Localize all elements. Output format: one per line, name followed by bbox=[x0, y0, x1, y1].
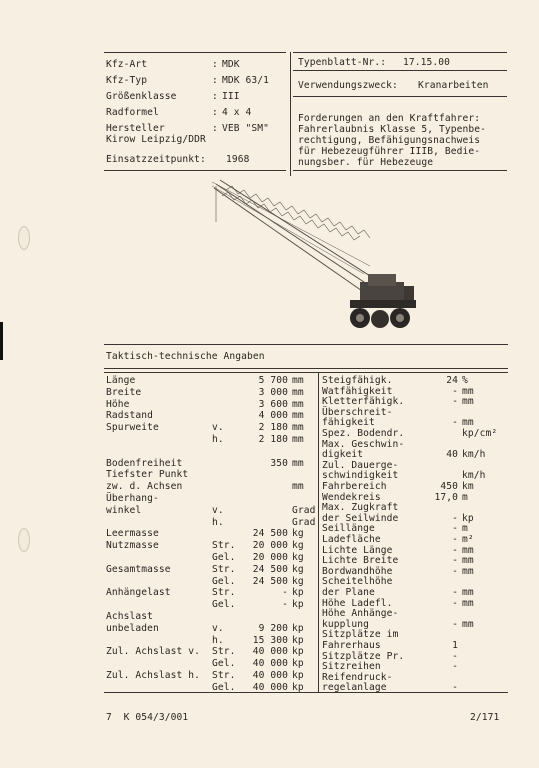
spec-label: Spez. Bodendr. bbox=[322, 428, 405, 439]
spec-sub-label: h. bbox=[212, 516, 224, 528]
spec-label: Länge bbox=[106, 375, 136, 386]
spec-sub-label: Gel. bbox=[212, 658, 236, 670]
spec-value: - bbox=[452, 597, 458, 609]
table-top-rule bbox=[104, 344, 508, 345]
spec-value: - bbox=[452, 417, 458, 429]
crane-vehicle-illustration bbox=[210, 178, 425, 338]
spec-unit: kp bbox=[292, 587, 304, 599]
spec-value: - bbox=[452, 661, 458, 673]
spec-unit: mm bbox=[462, 565, 474, 577]
spec-sub-label: Gel. bbox=[212, 575, 236, 587]
punch-hole-bottom bbox=[18, 528, 30, 552]
spec-unit: kp bbox=[292, 658, 304, 670]
spec-unit: % bbox=[462, 375, 468, 386]
spec-unit: Grad bbox=[292, 516, 316, 528]
spec-unit: kp bbox=[292, 646, 304, 658]
spec-label: Überschreit- bbox=[322, 406, 393, 418]
spec-label: Nutzmasse bbox=[106, 540, 159, 552]
spec-label: Fahrerhaus bbox=[322, 640, 381, 651]
spec-sub-label: Str. bbox=[212, 540, 236, 552]
spec-label: Tiefster Punkt bbox=[106, 469, 189, 481]
header-rule-right-1 bbox=[293, 70, 507, 71]
spec-value: - bbox=[452, 385, 458, 397]
spec-label: Scheitelhöhe bbox=[322, 576, 393, 588]
spec-sub-label: Str. bbox=[212, 646, 236, 658]
spec-label: Höhe bbox=[106, 398, 130, 410]
header-label-kfz-art: Kfz-Art bbox=[106, 59, 148, 70]
spec-label: Sitzplätze Pr. bbox=[322, 650, 405, 662]
spec-label: Bodenfreiheit bbox=[106, 457, 183, 469]
spec-label: Sitzplätze im bbox=[322, 629, 399, 641]
spec-value: - bbox=[452, 618, 458, 630]
spec-value: - bbox=[282, 599, 288, 611]
footer-page-number: 2/171 bbox=[470, 712, 500, 723]
spec-value: 24 500 bbox=[252, 563, 288, 575]
spec-value: 1 bbox=[452, 640, 458, 651]
spec-label: Fahrbereich bbox=[322, 481, 387, 492]
spec-unit: Grad bbox=[292, 504, 316, 516]
spec-label: Steigfähigk. bbox=[322, 375, 393, 386]
spec-unit: km/h bbox=[462, 449, 486, 461]
spec-label: Anhängelast bbox=[106, 587, 171, 599]
spec-sub-label: Gel. bbox=[212, 552, 236, 563]
header-colon: : bbox=[212, 75, 218, 86]
spec-label: Radstand bbox=[106, 410, 154, 422]
spec-unit: mm bbox=[292, 410, 304, 422]
spec-value: 20 000 bbox=[252, 540, 288, 552]
header-bottom-rule-right bbox=[293, 170, 507, 171]
spec-unit: m² bbox=[462, 534, 474, 545]
spec-value: 40 000 bbox=[252, 658, 288, 670]
header-top-rule-right bbox=[293, 52, 507, 53]
spec-label: winkel bbox=[106, 504, 142, 516]
spec-value: - bbox=[282, 587, 288, 599]
spec-sub-label: Gel. bbox=[212, 681, 236, 693]
header-bottom-rule-left bbox=[104, 170, 286, 171]
forderungen-line: nungsber. für Hebezeuge bbox=[298, 157, 434, 168]
header-rule-right-2 bbox=[293, 96, 507, 97]
edge-mark bbox=[0, 322, 3, 360]
spec-sub-label: Gel. bbox=[212, 599, 236, 611]
spec-sub-label: Str. bbox=[212, 563, 236, 575]
spec-unit: mm bbox=[292, 375, 304, 386]
header-label-radformel: Radformel bbox=[106, 107, 159, 118]
spec-unit: mm bbox=[462, 587, 474, 598]
spec-label: Watfähigkeit bbox=[322, 385, 393, 397]
spec-value: - bbox=[452, 565, 458, 577]
spec-unit: kg bbox=[292, 528, 304, 540]
spec-value: 450 bbox=[440, 481, 458, 492]
spec-value: 24 500 bbox=[252, 528, 288, 540]
spec-sub-label: v. bbox=[212, 422, 224, 434]
spec-sub-label: v. bbox=[212, 622, 224, 634]
verwendung-value: Kranarbeiten bbox=[418, 80, 489, 91]
spec-label: Höhe Ladefl. bbox=[322, 597, 393, 609]
spec-value: - bbox=[452, 396, 458, 408]
spec-unit: mm bbox=[462, 544, 474, 556]
spec-label: Spurweite bbox=[106, 422, 159, 434]
spec-unit: kp bbox=[292, 634, 304, 646]
forderungen-line: Fahrerlaubnis Klasse 5, Typenbe- bbox=[298, 124, 487, 135]
header-divider-vertical bbox=[290, 52, 291, 176]
spec-unit: mm bbox=[292, 422, 304, 434]
spec-value: - bbox=[452, 512, 458, 524]
spec-unit: kp bbox=[292, 670, 304, 681]
spec-unit: mm bbox=[462, 618, 474, 630]
spec-value: 15 300 bbox=[252, 634, 288, 646]
spec-value: 5 700 bbox=[258, 375, 288, 386]
spec-label: Überhang- bbox=[106, 493, 159, 504]
spec-value: - bbox=[452, 682, 458, 694]
spec-label: Zul. Achslast h. bbox=[106, 670, 201, 681]
spec-sub-label: Str. bbox=[212, 587, 236, 599]
header-label-hersteller: Hersteller bbox=[106, 123, 165, 134]
spec-unit: mm bbox=[292, 398, 304, 410]
spec-unit: m bbox=[462, 491, 468, 503]
spec-unit: km bbox=[462, 481, 474, 492]
header-label-groessenklasse: Größenklasse bbox=[106, 91, 177, 102]
sheet-value: 17.15.00 bbox=[403, 57, 451, 68]
spec-value: 40 000 bbox=[252, 681, 288, 693]
header-value-kfz-typ: MDK 63/1 bbox=[222, 75, 270, 86]
header-colon: : bbox=[212, 123, 218, 134]
spec-value: - bbox=[452, 523, 458, 535]
spec-label: unbeladen bbox=[106, 622, 159, 634]
spec-unit: mm bbox=[462, 417, 474, 429]
header-value-groessenklasse: III bbox=[222, 91, 240, 102]
spec-unit: kg bbox=[292, 552, 304, 563]
spec-label: Max. Zugkraft bbox=[322, 502, 399, 514]
spec-label: Leermasse bbox=[106, 528, 159, 540]
spec-value: 350 bbox=[270, 457, 288, 469]
spec-value: 20 000 bbox=[252, 552, 288, 563]
spec-label: der Seilwinde bbox=[322, 512, 399, 524]
spec-label: schwindigkeit bbox=[322, 470, 399, 482]
header-value-radformel: 4 x 4 bbox=[222, 107, 252, 118]
spec-unit: kp bbox=[292, 681, 304, 693]
table-divider-vertical bbox=[318, 372, 319, 692]
spec-label: Höhe Anhänge- bbox=[322, 608, 399, 620]
spec-label: Zul. Achslast v. bbox=[106, 646, 201, 658]
forderungen-line: für Hebezeugführer IIIB, Bedie- bbox=[298, 146, 481, 157]
spec-label: Reifendruck- bbox=[322, 671, 393, 683]
spec-value: 3 600 bbox=[258, 398, 288, 410]
header-value-hersteller: VEB "SM" bbox=[222, 123, 270, 134]
spec-value: - bbox=[452, 534, 458, 545]
spec-value: - bbox=[452, 555, 458, 567]
spec-unit: mm bbox=[292, 434, 304, 445]
spec-value: 2 180 bbox=[258, 422, 288, 434]
spec-label: Lichte Breite bbox=[322, 555, 399, 567]
spec-unit: kp bbox=[292, 622, 304, 634]
spec-unit: kp/cm² bbox=[462, 428, 498, 439]
spec-label: Max. Geschwin- bbox=[322, 438, 405, 450]
spec-unit: m bbox=[462, 523, 468, 535]
punch-hole-top bbox=[18, 226, 30, 250]
spec-label: digkeit bbox=[322, 449, 364, 461]
spec-value: - bbox=[452, 544, 458, 556]
spec-value: 40 bbox=[446, 449, 458, 461]
spec-value: 2 180 bbox=[258, 434, 288, 445]
footer-left-code: 7 K 054/3/001 bbox=[106, 712, 189, 723]
spec-unit: kp bbox=[292, 599, 304, 611]
sheet-label: Typenblatt-Nr.: bbox=[298, 57, 387, 68]
verwendung-label: Verwendungszweck: bbox=[298, 80, 398, 91]
table-rule-2 bbox=[104, 368, 508, 369]
spec-value: 24 500 bbox=[252, 575, 288, 587]
spec-unit: mm bbox=[462, 555, 474, 567]
spec-value: 17,0 bbox=[434, 491, 458, 503]
spec-sub-label: v. bbox=[212, 504, 224, 516]
spec-label: Zul. Dauerge- bbox=[322, 459, 399, 471]
spec-value: 40 000 bbox=[252, 670, 288, 681]
spec-label: Breite bbox=[106, 386, 142, 398]
header-manufacturer-line2: Kirow Leipzig/DDR bbox=[106, 134, 206, 145]
table-rule-3 bbox=[104, 372, 508, 373]
header-colon: : bbox=[212, 107, 218, 118]
spec-value: - bbox=[452, 587, 458, 598]
header-colon: : bbox=[212, 59, 218, 70]
spec-sub-label: h. bbox=[212, 434, 224, 445]
spec-sub-label: Str. bbox=[212, 670, 236, 681]
header-einsatz-value: 1968 bbox=[226, 154, 250, 165]
spec-label: Wendekreis bbox=[322, 491, 381, 503]
spec-value: - bbox=[452, 650, 458, 662]
spec-value: 24 bbox=[446, 375, 458, 386]
spec-unit: kg bbox=[292, 540, 304, 552]
spec-value: 9 200 bbox=[258, 622, 288, 634]
forderungen-line: rechtigung, Befähigungsnachweis bbox=[298, 135, 481, 146]
spec-label: Lichte Länge bbox=[322, 544, 393, 556]
spec-label: regelanlage bbox=[322, 682, 387, 694]
spec-label: Achslast bbox=[106, 611, 154, 622]
spec-label: Sitzreihen bbox=[322, 661, 381, 673]
spec-sub-label: h. bbox=[212, 634, 224, 646]
spec-unit: mm bbox=[462, 385, 474, 397]
header-einsatz-label: Einsatzzeitpunkt: bbox=[106, 154, 206, 165]
spec-label: Bordwandhöhe bbox=[322, 565, 393, 577]
forderungen-line: Forderungen an den Kraftfahrer: bbox=[298, 113, 481, 124]
header-top-rule-left bbox=[104, 52, 286, 53]
spec-unit: kg bbox=[292, 575, 304, 587]
spec-label: der Plane bbox=[322, 587, 375, 598]
spec-label: Seillänge bbox=[322, 523, 375, 535]
spec-unit: kp bbox=[462, 512, 474, 524]
spec-label: Ladefläche bbox=[322, 534, 381, 545]
spec-value: 4 000 bbox=[258, 410, 288, 422]
spec-unit: mm bbox=[292, 457, 304, 469]
header-colon: : bbox=[212, 91, 218, 102]
spec-label: fähigkeit bbox=[322, 417, 375, 429]
header-label-kfz-typ: Kfz-Typ bbox=[106, 75, 148, 86]
section-title: Taktisch-technische Angaben bbox=[106, 351, 265, 362]
spec-unit: mm bbox=[462, 597, 474, 609]
spec-value: 40 000 bbox=[252, 646, 288, 658]
spec-unit: mm bbox=[292, 386, 304, 398]
spec-unit: mm bbox=[462, 396, 474, 408]
header-value-kfz-art: MDK bbox=[222, 59, 240, 70]
spec-label: zw. d. Achsen bbox=[106, 481, 183, 493]
spec-label: Gesamtmasse bbox=[106, 563, 171, 575]
spec-label: kupplung bbox=[322, 618, 370, 630]
spec-unit: mm bbox=[292, 481, 304, 493]
spec-value: 3 000 bbox=[258, 386, 288, 398]
spec-unit: kg bbox=[292, 563, 304, 575]
spec-label: Kletterfähigk. bbox=[322, 396, 405, 408]
spec-unit: km/h bbox=[462, 470, 486, 482]
